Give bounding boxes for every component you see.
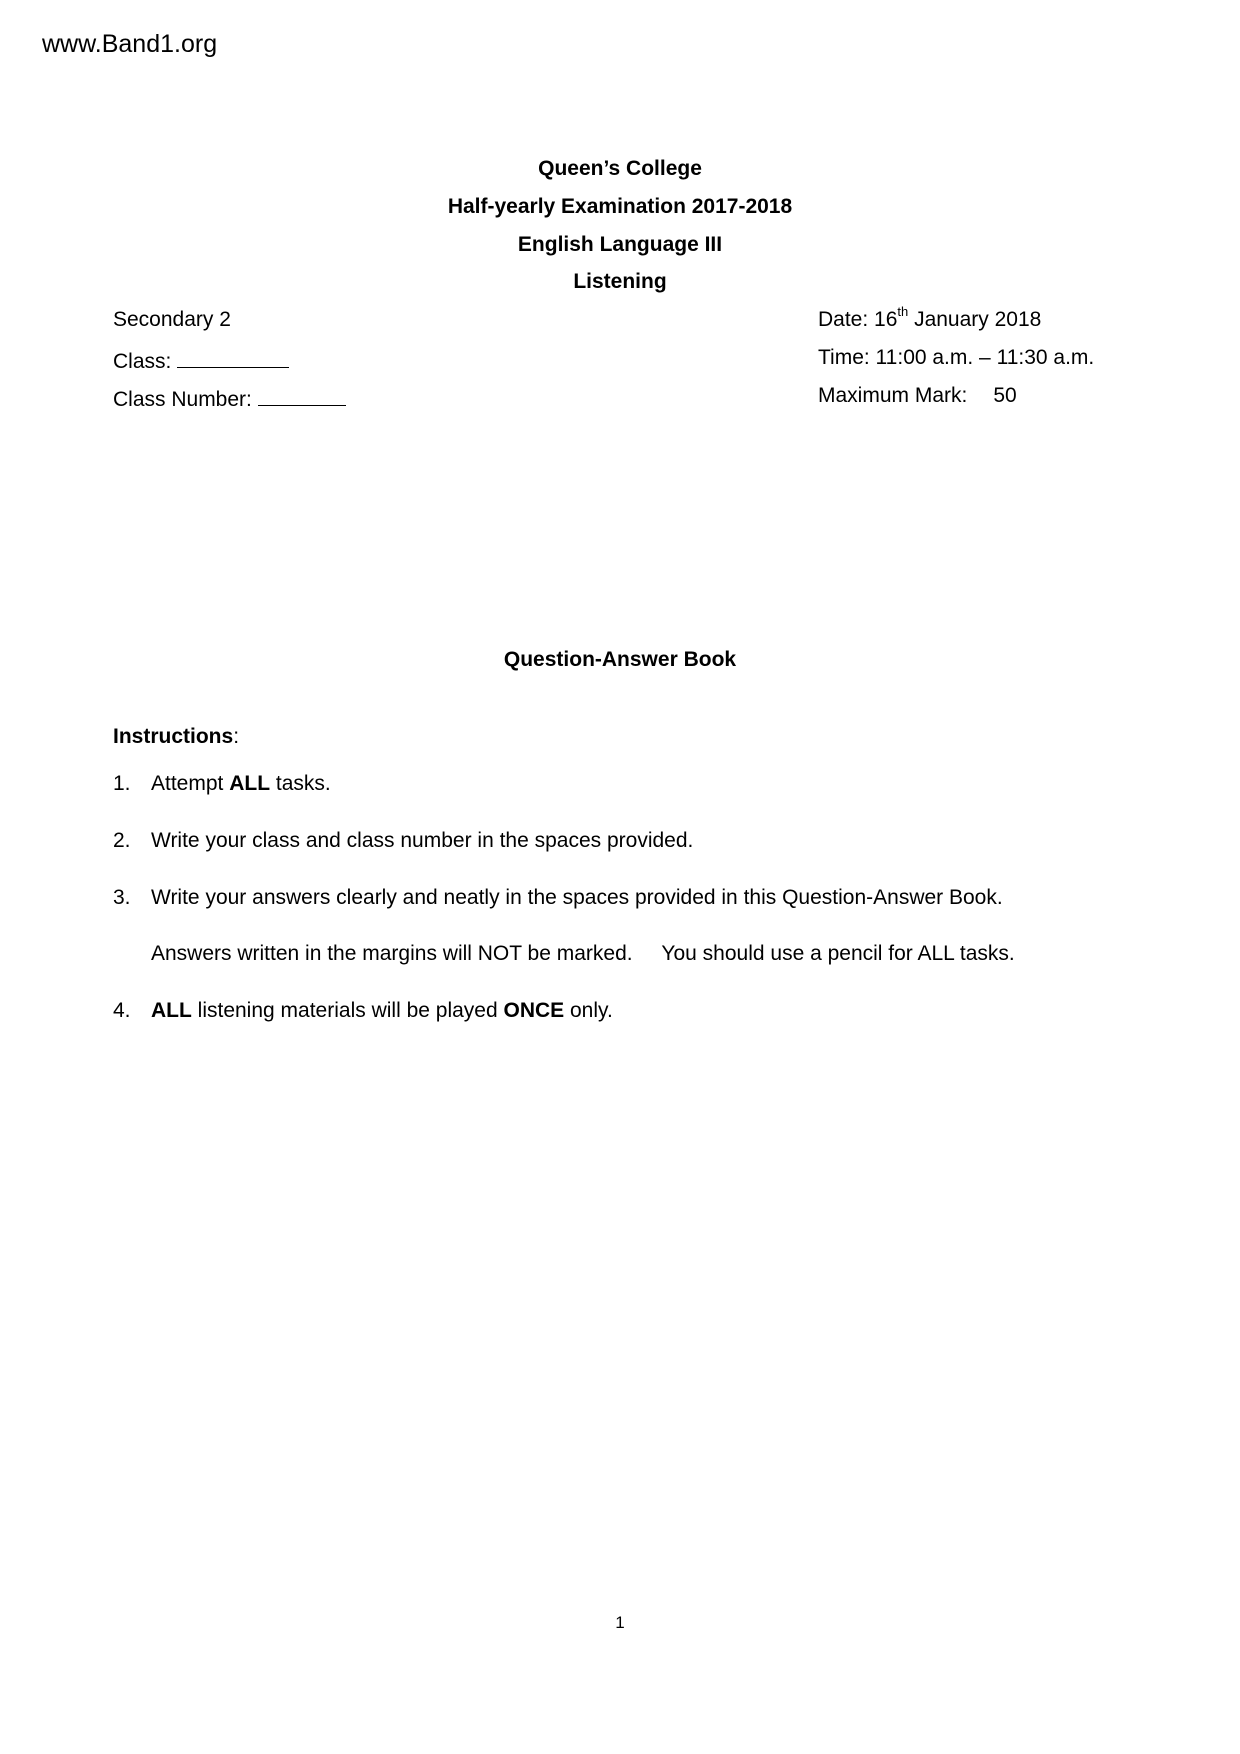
class-label: Class: bbox=[113, 350, 172, 373]
max-mark bbox=[818, 385, 1017, 406]
item-text: Attempt bbox=[151, 772, 230, 795]
class-number-field bbox=[113, 385, 346, 410]
exam-date bbox=[818, 304, 1042, 331]
class-field bbox=[113, 347, 289, 372]
class-blank bbox=[177, 347, 289, 368]
paper-title: Listening bbox=[573, 270, 667, 293]
instruction-1 bbox=[113, 773, 331, 794]
watermark: www.Band1.org bbox=[42, 30, 218, 58]
item-text: Write your answers clearly and neatly in the spaces provided in this Question-Answer Book. bbox=[151, 886, 1003, 909]
subject-title: English Language III bbox=[517, 233, 723, 256]
item-number: 1. bbox=[113, 772, 131, 795]
exam-title: Half-yearly Examination 2017-2018 bbox=[447, 195, 793, 218]
instruction-2 bbox=[113, 830, 693, 851]
instructions-colon: : bbox=[233, 725, 240, 748]
item-number: 2. bbox=[113, 829, 131, 852]
item-text: only. bbox=[564, 999, 613, 1022]
class-number-blank bbox=[258, 385, 346, 406]
instruction-3-continued: Answers written in the margins will NOT be marked. You should use a pencil for ALL tasks. bbox=[151, 942, 1015, 965]
class-number-label: Class Number: bbox=[113, 388, 252, 411]
date-sup: th bbox=[897, 304, 909, 319]
school-name: Queen’s College bbox=[538, 157, 702, 180]
item-number: 4. bbox=[113, 999, 131, 1022]
date-prefix: Date: 16 bbox=[818, 308, 898, 331]
item-text: Write your class and class number in the spaces provided. bbox=[151, 829, 694, 852]
item-bold: ONCE bbox=[503, 999, 565, 1022]
item-text: listening materials will be played bbox=[191, 999, 504, 1022]
exam-time: Time: 11:00 a.m. – 11:30 a.m. bbox=[818, 346, 1095, 369]
instruction-3 bbox=[113, 887, 1003, 908]
instructions-heading bbox=[113, 726, 239, 747]
item-text: tasks. bbox=[270, 772, 331, 795]
date-suffix: January 2018 bbox=[908, 308, 1042, 331]
page-number: 1 bbox=[615, 1613, 625, 1632]
max-mark-label: Maximum Mark: bbox=[818, 384, 968, 407]
level: Secondary 2 bbox=[113, 308, 231, 331]
book-title: Question-Answer Book bbox=[503, 648, 737, 671]
instructions-heading-text: Instructions bbox=[113, 725, 234, 748]
max-mark-value: 50 bbox=[993, 384, 1017, 407]
item-bold: ALL bbox=[151, 999, 192, 1022]
instruction-4 bbox=[113, 1000, 613, 1021]
item-number: 3. bbox=[113, 886, 131, 909]
item-bold: ALL bbox=[229, 772, 271, 795]
